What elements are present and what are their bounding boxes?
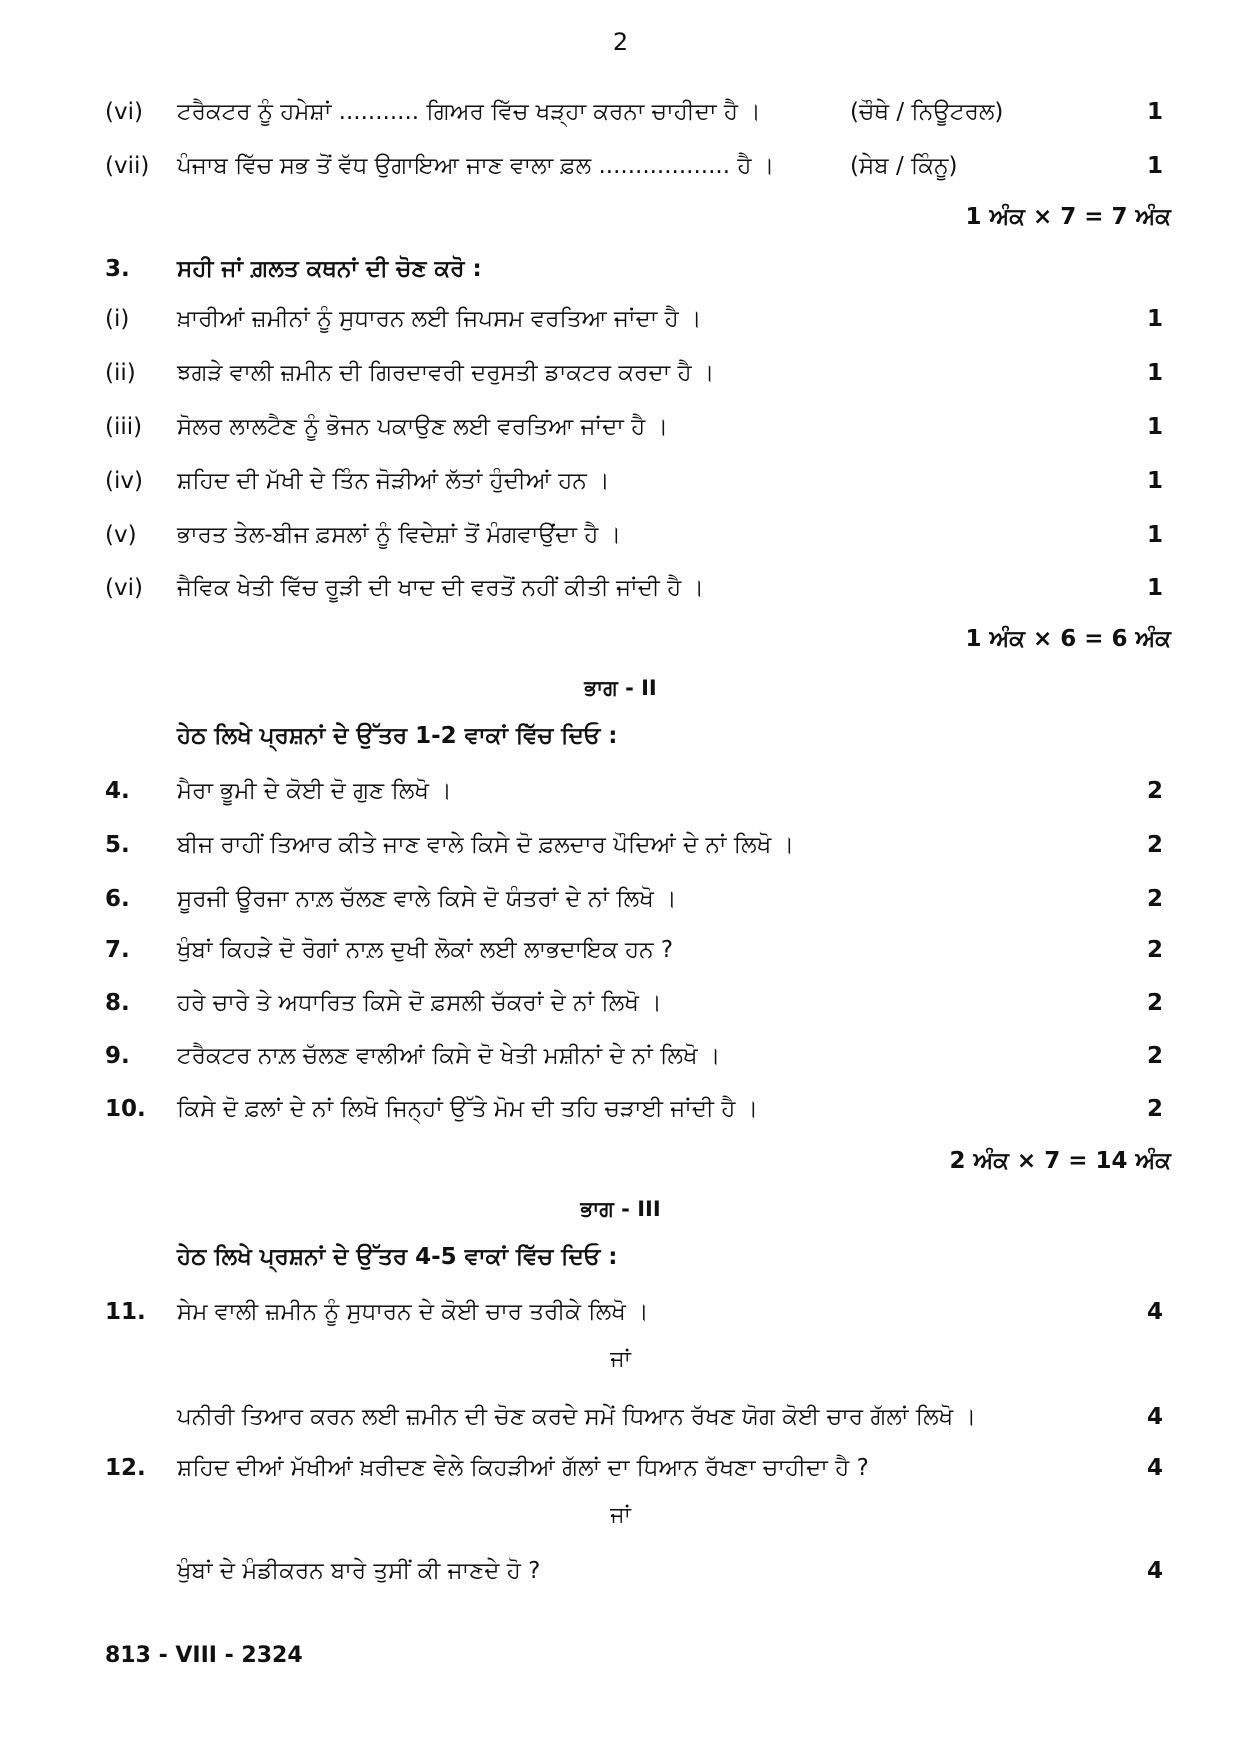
question-number: 11.	[105, 1299, 146, 1325]
item-choices: (ਚੌਥੇ / ਨਿਊਟਰਲ)	[850, 99, 1004, 125]
question-marks: 2	[1146, 990, 1163, 1016]
item-marks: 1	[1146, 306, 1163, 332]
part-2-instruction-row	[0, 716, 1241, 756]
question-row	[0, 825, 1241, 865]
part-2-instruction: ਹੇਠ ਲਿਖੇ ਪ੍ਰਸ਼ਨਾਂ ਦੇ ਉੱਤਰ 1-2 ਵਾਕਾਂ ਵਿੱਚ ਦਿਓ :	[177, 723, 618, 749]
q3-item	[0, 299, 1241, 339]
question-row	[0, 1089, 1241, 1129]
item-marks: 1	[1146, 153, 1163, 179]
q3-marks-total: 1 ਅੰਕ × 6 = 6 ਅੰਕ	[965, 626, 1171, 652]
item-marks: 1	[1146, 414, 1163, 440]
paper-code: 813 - VIII - 2324	[105, 1643, 303, 1668]
item-text: ਜੈਵਿਕ ਖੇਤੀ ਵਿੱਚ ਰੂੜੀ ਦੀ ਖਾਦ ਦੀ ਵਰਤੋਂ ਨਹੀਂ ਕੀਤੀ ਜਾਂਦੀ ਹੈ ।	[177, 575, 705, 601]
item-text: ਟਰੈਕਟਰ ਨੂੰ ਹਮੇਸ਼ਾਂ ........... ਗਿਅਰ ਵਿੱਚ ਖੜ੍ਹਾ ਕਰਨਾ ਚਾਹੀਦਾ ਹੈ ।	[177, 99, 761, 125]
item-number: (vi)	[105, 575, 143, 601]
question-11-row	[0, 1292, 1241, 1332]
part-3-instruction-row	[0, 1237, 1241, 1277]
question-text: ਕਿਸੇ ਦੋ ਫ਼ਲਾਂ ਦੇ ਨਾਂ ਲਿਖੋ ਜਿਨ੍ਹਾਂ ਉੱਤੇ ਮੋਮ ਦੀ ਤਹਿ ਚੜਾਈ ਜਾਂਦੀ ਹੈ ।	[177, 1096, 759, 1122]
question-text: ਖੁੰਬਾਂ ਦੇ ਮੰਡੀਕਰਨ ਬਾਰੇ ਤੁਸੀਂ ਕੀ ਜਾਣਦੇ ਹੋ ?	[177, 1558, 541, 1584]
item-marks: 1	[1146, 575, 1163, 601]
question-number: 5.	[105, 832, 130, 858]
part-2-title: ਭਾਗ - II	[584, 676, 657, 700]
question-row	[0, 983, 1241, 1023]
q3-item	[0, 461, 1241, 501]
question-marks: 4	[1146, 1455, 1163, 1481]
question-marks: 4	[1146, 1558, 1163, 1584]
q3-item	[0, 568, 1241, 608]
question-text: ਬੀਜ ਰਾਹੀਂ ਤਿਆਰ ਕੀਤੇ ਜਾਣ ਵਾਲੇ ਕਿਸੇ ਦੋ ਫ਼ਲਦਾਰ ਪੌਦਿਆਂ ਦੇ ਨਾਂ ਲਿਖੋ ।	[177, 832, 795, 858]
item-marks: 1	[1146, 99, 1163, 125]
question-text: ਟਰੈਕਟਰ ਨਾਲ਼ ਚੱਲਣ ਵਾਲੀਆਂ ਕਿਸੇ ਦੋ ਖੇਤੀ ਮਸ਼ੀਨਾਂ ਦੇ ਨਾਂ ਲਿਖੋ ।	[177, 1043, 721, 1069]
item-number: (vi)	[105, 99, 143, 125]
q3-item	[0, 407, 1241, 447]
q3-item	[0, 515, 1241, 555]
part-3-instruction: ਹੇਠ ਲਿਖੇ ਪ੍ਰਸ਼ਨਾਂ ਦੇ ਉੱਤਰ 4-5 ਵਾਕਾਂ ਵਿੱਚ ਦਿਓ :	[177, 1244, 618, 1270]
question-number: 12.	[105, 1455, 146, 1481]
question-marks: 2	[1146, 832, 1163, 858]
question-row	[0, 771, 1241, 811]
q3-heading-row	[0, 249, 1241, 289]
item-number: (iii)	[105, 414, 143, 440]
item-number: (v)	[105, 522, 137, 548]
question-12-alternative-row	[0, 1551, 1241, 1591]
or-label: ਜਾਂ	[610, 1347, 631, 1372]
item-text: ਸ਼ਹਿਦ ਦੀ ਮੱਖੀ ਦੇ ਤਿੰਨ ਜੋੜੀਆਂ ਲੱਤਾਂ ਹੁੰਦੀਆਂ ਹਨ ।	[177, 468, 610, 494]
or-label: ਜਾਂ	[610, 1503, 631, 1528]
item-text: ਸੋਲਰ ਲਾਲਟੈਣ ਨੂੰ ਭੋਜਨ ਪਕਾਉਣ ਲਈ ਵਰਤਿਆ ਜਾਂਦਾ ਹੈ ।	[177, 414, 669, 440]
question-marks: 2	[1146, 1043, 1163, 1069]
question-row	[0, 1036, 1241, 1076]
item-number: (iv)	[105, 468, 143, 494]
question-heading: ਸਹੀ ਜਾਂ ਗ਼ਲਤ ਕਥਨਾਂ ਦੀ ਚੋਣ ਕਰੋ :	[177, 256, 482, 282]
question-number: 8.	[105, 990, 130, 1016]
question-marks: 4	[1146, 1299, 1163, 1325]
question-number: 7.	[105, 937, 130, 963]
page-number: 2	[612, 28, 629, 56]
question-text: ਸੇਮ ਵਾਲੀ ਜ਼ਮੀਨ ਨੂੰ ਸੁਧਾਰਨ ਦੇ ਕੋਈ ਚਾਰ ਤਰੀਕੇ ਲਿਖੋ ।	[177, 1299, 649, 1325]
question-11-alternative-row	[0, 1397, 1241, 1437]
item-number: (ii)	[105, 360, 136, 386]
question-text: ਮੈਰਾ ਭੂਮੀ ਦੇ ਕੋਈ ਦੋ ਗੁਣ ਲਿਖੋ ।	[177, 778, 452, 804]
question-number: 9.	[105, 1043, 130, 1069]
question-marks: 2	[1146, 1096, 1163, 1122]
part-3-title: ਭਾਗ - III	[580, 1197, 661, 1221]
question-text: ਸੂਰਜੀ ਊਰਜਾ ਨਾਲ਼ ਚੱਲਣ ਵਾਲੇ ਕਿਸੇ ਦੋ ਯੰਤਰਾਂ ਦੇ ਨਾਂ ਲਿਖੋ ।	[177, 886, 677, 912]
item-text: ਪੰਜਾਬ ਵਿੱਚ ਸਭ ਤੋਂ ਵੱਧ ਉਗਾਇਆ ਜਾਣ ਵਾਲਾ ਫ਼ਲ .................. ਹੈ ।	[177, 153, 775, 179]
item-marks: 1	[1146, 360, 1163, 386]
item-marks: 1	[1146, 522, 1163, 548]
q2-marks-total: 1 ਅੰਕ × 7 = 7 ਅੰਕ	[965, 204, 1171, 230]
question-text: ਹਰੇ ਚਾਰੇ ਤੇ ਅਧਾਰਿਤ ਕਿਸੇ ਦੋ ਫ਼ਸਲੀ ਚੱਕਰਾਂ ਦੇ ਨਾਂ ਲਿਖੋ ।	[177, 990, 662, 1016]
question-text: ਪਨੀਰੀ ਤਿਆਰ ਕਰਨ ਲਈ ਜ਼ਮੀਨ ਦੀ ਚੋਣ ਕਰਦੇ ਸਮੇਂ ਧਿਆਨ ਰੱਖਣ ਯੋਗ ਕੋਈ ਚਾਰ ਗੱਲਾਂ ਲਿਖੋ ।	[177, 1404, 977, 1430]
question-number: 6.	[105, 886, 130, 912]
question-number: 3.	[105, 256, 130, 282]
q2-item-vi	[0, 92, 1241, 132]
q3-item	[0, 353, 1241, 393]
question-marks: 2	[1146, 937, 1163, 963]
item-text: ਭਾਰਤ ਤੇਲ-ਬੀਜ ਫ਼ਸਲਾਂ ਨੂੰ ਵਿਦੇਸ਼ਾਂ ਤੋਂ ਮੰਗਵਾਉਂਦਾ ਹੈ ।	[177, 522, 622, 548]
item-number: (i)	[105, 306, 130, 332]
item-text: ਖ਼ਾਰੀਆਂ ਜ਼ਮੀਨਾਂ ਨੂੰ ਸੁਧਾਰਨ ਲਈ ਜਿਪਸਮ ਵਰਤਿਆ ਜਾਂਦਾ ਹੈ ।	[177, 306, 702, 332]
question-row	[0, 930, 1241, 970]
question-row	[0, 879, 1241, 919]
question-marks: 2	[1146, 886, 1163, 912]
item-text: ਝਗੜੇ ਵਾਲੀ ਜ਼ਮੀਨ ਦੀ ਗਿਰਦਾਵਰੀ ਦਰੁਸਤੀ ਡਾਕਟਰ ਕਰਦਾ ਹੈ ।	[177, 360, 715, 386]
item-number: (vii)	[105, 153, 150, 179]
question-marks: 4	[1146, 1404, 1163, 1430]
part-2-marks-total: 2 ਅੰਕ × 7 = 14 ਅੰਕ	[949, 1148, 1171, 1174]
item-marks: 1	[1146, 468, 1163, 494]
q2-item-vii	[0, 146, 1241, 186]
question-marks: 2	[1146, 778, 1163, 804]
question-text: ਸ਼ਹਿਦ ਦੀਆਂ ਮੱਖੀਆਂ ਖ਼ਰੀਦਣ ਵੇਲੇ ਕਿਹੜੀਆਂ ਗੱਲਾਂ ਦਾ ਧਿਆਨ ਰੱਖਣਾ ਚਾਹੀਦਾ ਹੈ ?	[177, 1455, 869, 1481]
question-12-row	[0, 1448, 1241, 1488]
question-text: ਖੁੰਬਾਂ ਕਿਹੜੇ ਦੋ ਰੋਗਾਂ ਨਾਲ਼ ਦੁਖੀ ਲੋਕਾਂ ਲਈ ਲਾਭਦਾਇਕ ਹਨ ?	[177, 937, 674, 963]
question-number: 10.	[105, 1096, 146, 1122]
question-number: 4.	[105, 778, 130, 804]
item-choices: (ਸੇਬ / ਕਿੰਨੂ)	[850, 153, 958, 179]
